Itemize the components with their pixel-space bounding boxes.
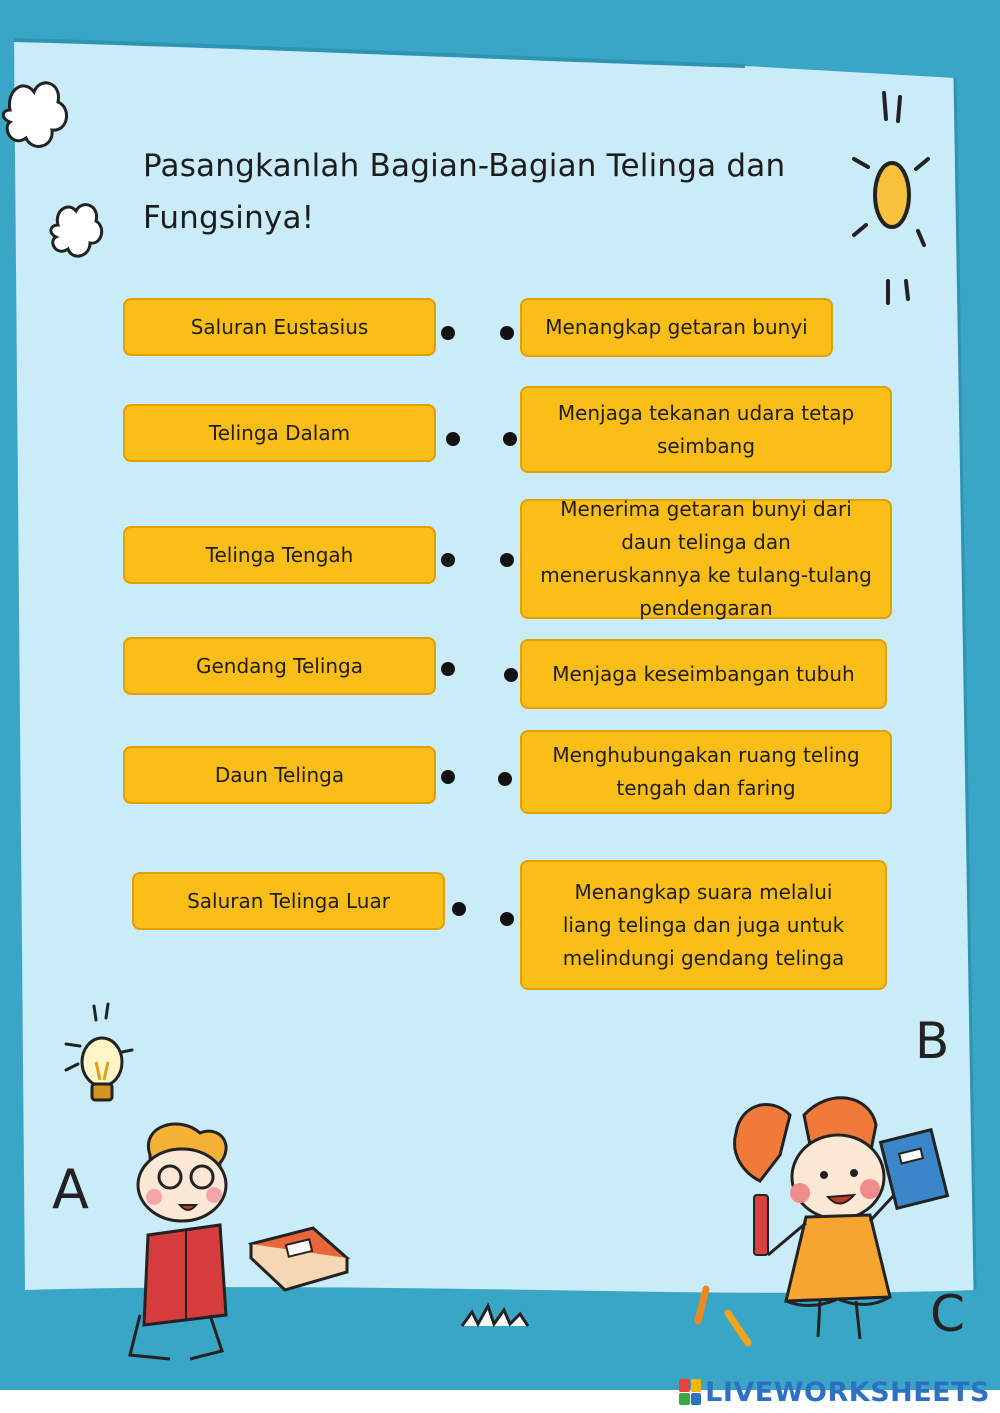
cloud-icon: [48, 195, 108, 275]
left-dot[interactable]: [441, 662, 455, 676]
brand-watermark: [679, 1376, 990, 1408]
left-item[interactable]: Saluran Telinga Luar: [132, 872, 445, 930]
left-item[interactable]: Saluran Eustasius: [123, 298, 436, 356]
left-dot[interactable]: [441, 553, 455, 567]
right-item[interactable]: Menjaga keseimbangan tubuh: [520, 639, 887, 709]
sun-icon: [848, 85, 938, 305]
lightbulb-icon: [62, 1000, 142, 1120]
right-item[interactable]: Menangkap suara melalui liang telinga dan juga untuk melindungi gendang telinga: [520, 860, 887, 990]
letter-b: B: [915, 1012, 950, 1070]
left-item[interactable]: Gendang Telinga: [123, 637, 436, 695]
right-dot[interactable]: [504, 668, 518, 682]
right-dot[interactable]: [503, 432, 517, 446]
left-item[interactable]: Telinga Tengah: [123, 526, 436, 584]
letter-a: A: [52, 1158, 89, 1221]
cloud-icon: [2, 70, 72, 180]
right-dot[interactable]: [500, 912, 514, 926]
page-title: Pasangkanlah Bagian-Bagian Telinga dan Fungsinya!: [143, 148, 786, 236]
grass-icon: [458, 1302, 533, 1334]
left-item[interactable]: Daun Telinga: [123, 746, 436, 804]
book-icon: [243, 1222, 353, 1292]
letter-c: C: [930, 1285, 965, 1343]
left-dot[interactable]: [446, 432, 460, 446]
right-item[interactable]: Menghubungakan ruang teling tengah dan faring: [520, 730, 892, 814]
boy-reading-illustration: [110, 1115, 260, 1377]
right-item[interactable]: Menerima getaran bunyi dari daun telinga dan meneruskannya ke tulang-tulang pendengaran: [520, 499, 892, 619]
right-item[interactable]: Menjaga tekanan udara tetap seimbang: [520, 386, 892, 473]
right-dot[interactable]: [500, 326, 514, 340]
brand-logo-icon: [679, 1379, 701, 1405]
left-item[interactable]: Telinga Dalam: [123, 404, 436, 462]
right-item[interactable]: Menangkap getaran bunyi: [520, 298, 833, 357]
brand-name: LIVEWORKSHEETS: [705, 1376, 990, 1408]
left-dot[interactable]: [452, 902, 466, 916]
right-dot[interactable]: [500, 553, 514, 567]
right-dot[interactable]: [498, 772, 512, 786]
left-dot[interactable]: [441, 770, 455, 784]
left-dot[interactable]: [441, 326, 455, 340]
pencil-icon: [690, 1285, 765, 1355]
